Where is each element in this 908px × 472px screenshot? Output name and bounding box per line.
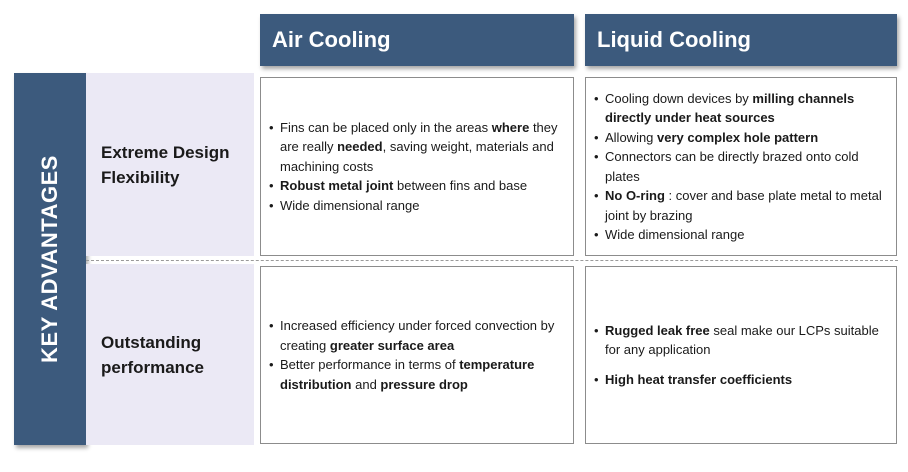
key-advantages-label: KEY ADVANTAGES <box>37 155 62 363</box>
key-advantages-sidebar <box>14 73 86 445</box>
bold-text: where <box>491 119 530 135</box>
text-run: Increased efficiency under forced convection by creating <box>280 318 555 353</box>
bold-text: High heat transfer coefficients <box>605 371 793 387</box>
text-run: Connectors can be directly brazed onto cold plates <box>605 149 859 184</box>
bold-text: Robust metal joint <box>280 178 394 194</box>
text-run: seal make our LCPs suitable for any application <box>605 322 879 358</box>
text-run: Fins can be placed only in the areas <box>280 119 492 135</box>
bullet-item <box>269 316 567 355</box>
liquid-design-flexibility-cell <box>585 77 897 256</box>
bullet-item <box>269 118 567 177</box>
air-cooling-header <box>260 14 574 66</box>
text-run: Allowing <box>605 129 658 145</box>
text-run: between fins and base <box>393 178 528 194</box>
air-performance-cell <box>260 266 574 444</box>
air-design-flexibility-cell <box>260 77 574 256</box>
bullet-item <box>269 355 567 394</box>
bold-text: pressure drop <box>380 376 468 392</box>
bullet-list <box>594 321 890 390</box>
text-run: they are really <box>280 119 558 155</box>
bold-text: temperature distribution <box>280 357 535 392</box>
bullet-item <box>594 186 890 225</box>
bullet-item <box>269 196 567 216</box>
bullet-item <box>594 225 890 245</box>
text-run: Cooling down devices by <box>605 90 753 106</box>
text-run: , saving weight, materials and machining costs <box>280 139 554 174</box>
row-label-text: Extreme Design Flexibility <box>101 142 230 187</box>
text-run: Better performance in terms of <box>280 357 460 372</box>
bullet-item <box>594 370 890 390</box>
bullet-item <box>594 89 890 128</box>
bullet-list <box>269 316 567 394</box>
row-divider <box>86 260 898 261</box>
row-label-text: Outstanding performance <box>101 332 204 377</box>
air-cooling-title: Air Cooling <box>272 27 391 52</box>
bold-text: No O-ring <box>605 188 665 203</box>
bold-text: milling channels directly under heat sources <box>605 90 855 125</box>
text-run: : cover and base plate metal to metal joint by brazing <box>605 188 882 223</box>
liquid-cooling-header <box>585 14 897 66</box>
bullet-item <box>594 147 890 186</box>
bullet-list <box>269 118 567 216</box>
bold-text: Rugged leak free <box>605 322 710 338</box>
text-run: Wide dimensional range <box>605 227 745 242</box>
text-run: and <box>351 376 381 392</box>
text-run: Wide dimensional range <box>280 197 420 213</box>
bullet-item <box>594 128 890 148</box>
bullet-item <box>594 321 890 360</box>
row-label-design-flexibility <box>86 73 254 256</box>
bullet-item <box>269 176 567 196</box>
liquid-performance-cell <box>585 266 897 444</box>
row-label-performance <box>86 264 254 445</box>
bold-text: greater surface area <box>329 337 455 353</box>
bold-text: very complex hole pattern <box>657 129 819 145</box>
liquid-cooling-title: Liquid Cooling <box>597 27 751 52</box>
bullet-list <box>594 89 890 245</box>
bold-text: needed <box>337 139 383 155</box>
